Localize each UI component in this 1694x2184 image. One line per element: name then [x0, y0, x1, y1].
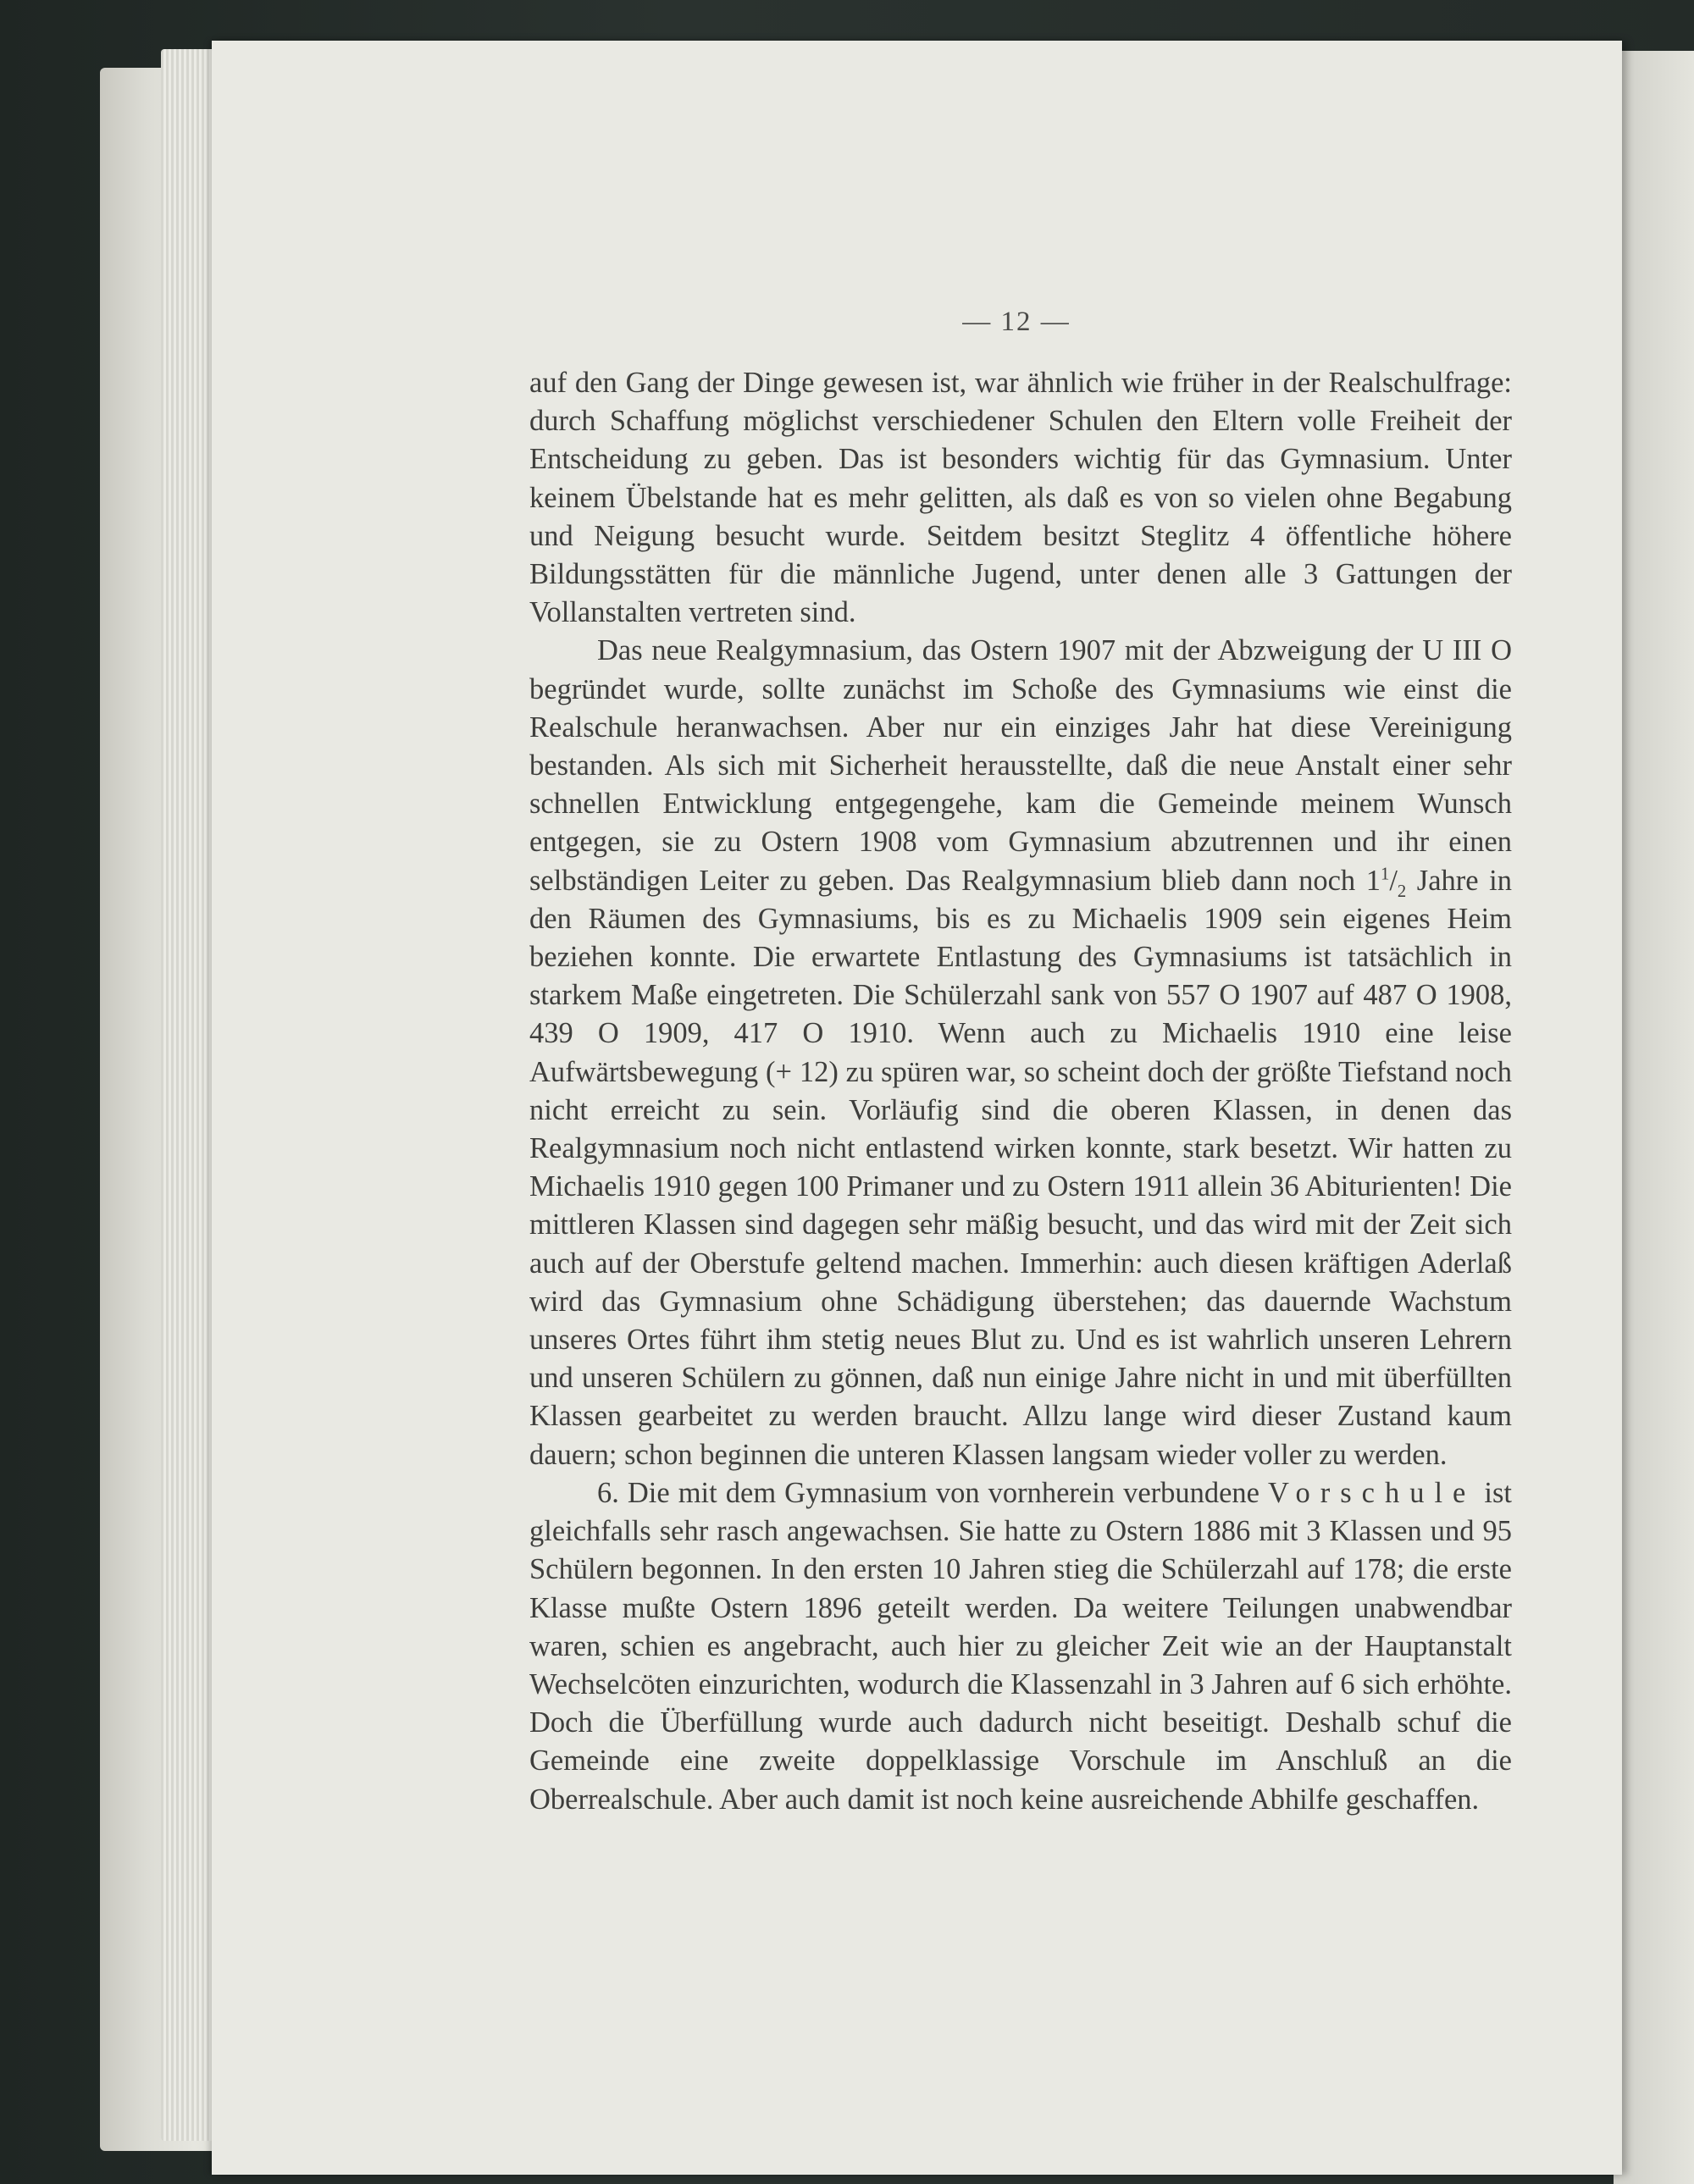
paragraph-2-part-b: Jahre in den Räumen des Gymnasiums, bis es zu Michaelis 1909 sein eigenes Heim beziehen konnte. Die erwartete Entlastung des Gymnasiums ist tatsächlich in starkem Maße eingetreten. Die Schülerzahl sank von 557 O 1907 auf 487 O 1908, 439 O 1909, 417 O 1910. Wenn auch zu Michaelis 1910 eine leise Aufwärtsbewegung (+ 12) zu spüren war, so scheint doch der größte Tiefstand noch nicht erreicht zu sein. Vorläufig sind die oberen Klassen, in denen das Realgymnasium noch nicht entlastend wirken konnte, stark besetzt. Wir hatten zu Michaelis 1910 gegen 100 Primaner und zu Ostern 1911 allein 36 Abiturienten! Die mittleren Klassen sind dagegen sehr mäßig besucht, und das wird mit der Zeit sich auch auf der Oberstufe geltend machen. Immerhin: auch diesen kräftigen Aderlaß wird das Gymnasium ohne Schädigung überstehen; das dauernde Wachstum unseres Ortes führt ihm stetig neues Blut zu. Und es ist wahrlich unseren Lehrern und unseren Schülern zu gönnen, daß nun einige Jahre nicht in und mit überfüllten Klassen gearbeitet zu werden braucht. Allzu lange wird dieser Zustand kaum dauern; schon beginnen die unteren Klassen langsam wieder voller zu werden. [529, 864, 1512, 1471]
paragraph-1: auf den Gang der Dinge gewesen ist, war ähnlich wie früher in der Realschulfrage: durch Schaffung möglichst verschiedener Schulen den Eltern volle Freiheit der Entscheidung zu geben. Das ist besonders wichtig für das Gymnasium. Unter keinem Übelstande hat es mehr gelitten, als daß es von so vielen ohne Begabung und Neigung besucht wurde. Seitdem besitzt Steglitz 4 öffentliche höhere Bildungsstätten für die männliche Jugend, unter denen alle 3 Gattungen der Vollanstalten vertreten sind. [529, 367, 1512, 629]
fraction-numerator: 1 [1380, 865, 1390, 884]
paragraph-2: Das neue Realgymnasium, das Ostern 1907 mit der Abzweigung der U III O begründet wurde, sollte zunächst im Schoße des Gymnasiums wie einst die Realschule heranwachsen. Aber nur ein einziges Jahr hat diese Vereinigung bestanden. Als sich mit Sicherheit herausstellte, daß die neue Anstalt einer sehr schnellen Entwicklung entgegengehe, kam die Gemeinde meinem Wunsch entgegen, sie zu Ostern 1908 vom Gymnasium abzutrennen und ihr einen selbständigen Leiter zu geben. Das Realgymnasium blieb dann noch $1^1/_2$ Jahre in den Räumen des Gymnasiums, bis es zu Michaelis 1909 sein eigenes Heim beziehen konnte. Die erwartete Entlastung des Gymnasiums ist tatsächlich in starkem Maße eingetreten. Die Schülerzahl sank von 557 O 1907 auf 487 O 1908, 439 O 1909, 417 O 1910. Wenn auch zu Michaelis 1910 eine leise Aufwärtsbewegung (+ 12) zu spüren war, so scheint doch der größte Tiefstand noch nicht erreicht zu sein. Vorläufig sind die oberen Klassen, in denen das Realgymnasium noch nicht entlastend wirken konnte, stark besetzt. Wir hatten zu Michaelis 1910 gegen 100 Primaner und zu Ostern 1911 allein 36 Abiturienten! Die mittleren Klassen sind dagegen sehr mäßig besucht, und das wird mit der Zeit sich auch auf der Oberstufe geltend machen. Immerhin: auch diesen kräftigen Aderlaß wird das Gymnasium ohne Schädigung überstehen; das dauernde Wachstum unseres Ortes führt ihm stetig neues Blut zu. Und es ist wahrlich unseren Lehrern und unseren Schülern zu gönnen, daß nun einige Jahre nicht in und mit überfüllten Klassen gearbeitet zu werden braucht. Allzu lange wird dieser Zustand kaum dauern; schon beginnen die unteren Klassen langsam wieder voller zu werden. [529, 634, 1512, 1471]
paragraph-3 [529, 1474, 1512, 1819]
paragraph-3-part-b: ist gleichfalls sehr rasch angewachsen. Sie hatte zu Ostern 1886 mit 3 Klassen und 95 Schülern begonnen. In den ersten 10 Jahren stieg die Schülerzahl auf 178; die erste Klasse mußte Ostern 1896 geteilt werden. Da weitere Teilungen unabwendbar waren, schien es angebracht, auch hier zu gleicher Zeit wie an der Hauptanstalt Wechselcöten einzurichten, wodurch die Klassenzahl in 3 Jahren auf 6 sich erhöhte. Doch die Überfüllung wurde auch dadurch nicht beseitigt. Deshalb schuf die Gemeinde eine zweite doppelklassige Vorschule im Anschluß an die Oberrealschule. Aber auch damit ist noch keine ausreichende Abhilfe geschaffen. [529, 1476, 1512, 1816]
fraction-denominator: 2 [1397, 882, 1407, 901]
facing-page-edge [1614, 51, 1694, 2184]
paragraph-2-part-a: Das neue Realgymnasium, das Ostern 1907 mit der Abzweigung der U III O begründet wurde, sollte zunächst im Schoße des Gymnasiums wie einst die Realschule heranwachsen. Aber nur ein einziges Jahr hat diese Vereinigung bestanden. Als sich mit Sicherheit herausstellte, daß die neue Anstalt einer sehr schnellen Entwicklung entgegengehe, kam die Gemeinde meinem Wunsch entgegen, sie zu Ostern 1908 vom Gymnasium abzutrennen und ihr einen selbständigen Leiter zu geben. Das Realgymnasium blieb dann noch 1 [529, 634, 1512, 897]
page-number: — 12 — [962, 307, 1071, 337]
body-text [529, 364, 1512, 1819]
paragraph-3-part-a: 6. Die mit dem Gymnasium von vornherein verbundene [597, 1476, 1269, 1509]
spaced-term-vorschule: Vorschule [1268, 1476, 1476, 1509]
